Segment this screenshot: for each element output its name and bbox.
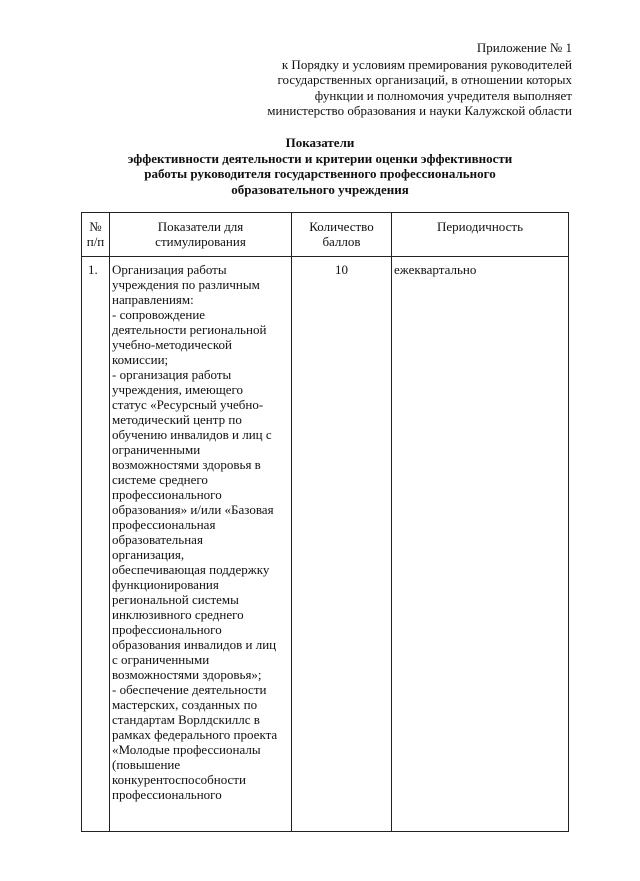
indicator-line: образовательная <box>112 532 203 547</box>
indicator-line: Организация работы <box>112 262 227 277</box>
indicator-line: рамках федерального проекта <box>112 727 278 742</box>
table-border-bottom <box>81 831 569 832</box>
indicator-line: - организация работы <box>112 367 232 382</box>
indicator-line: профессионального <box>112 787 222 802</box>
indicator-line: мастерских, созданных по <box>112 697 258 712</box>
indicator-line: стандартам Ворлдскиллс в <box>112 712 260 727</box>
indicator-line: «Молодые профессионалы <box>112 742 261 757</box>
indicator-line: учреждения по различным <box>112 277 260 292</box>
indicator-line: образования инвалидов и лиц <box>112 637 277 652</box>
indicator-line: образования» и/или «Базовая <box>112 502 274 517</box>
indicator-line: возможностями здоровья в <box>112 457 261 472</box>
appendix-line: к Порядку и условиям премирования руководителей <box>281 56 572 72</box>
indicator-line: - сопровождение <box>112 307 206 322</box>
header-period: Периодичность <box>436 219 523 234</box>
indicator-line: деятельности региональной <box>112 322 267 337</box>
appendix-header <box>242 40 572 119</box>
indicator-line: (повышение <box>112 757 181 772</box>
indicator-line: системе среднего <box>112 472 208 487</box>
document-title <box>100 135 540 197</box>
appendix-line: министерство образования и науки Калужской области <box>267 103 572 118</box>
column-divider <box>291 212 292 832</box>
appendix-line: функции и полномочия учредителя выполняет <box>314 87 572 103</box>
indicator-line: учебно-методической <box>112 337 232 352</box>
indicator-line: профессионального <box>112 622 222 637</box>
row-number: 1. <box>88 262 98 277</box>
indicator-line: возможностями здоровья»; <box>112 667 262 682</box>
indicators-table <box>81 212 569 832</box>
indicator-line: комиссии; <box>112 352 169 367</box>
appendix-number: Приложение № 1 <box>476 40 572 55</box>
indicator-line: методический центр по <box>112 412 242 427</box>
column-divider <box>391 212 392 832</box>
indicator-line: инклюзивного среднего <box>112 607 244 622</box>
header-divider <box>81 256 569 257</box>
title-line: Показатели <box>285 135 355 150</box>
column-divider <box>109 212 110 832</box>
indicator-line: ограниченными <box>112 442 201 457</box>
table-border-left <box>81 212 82 832</box>
indicator-line: функционирования <box>112 577 219 592</box>
table-border-right <box>568 212 569 832</box>
indicator-line: учреждения, имеющего <box>112 382 244 397</box>
indicator-line: конкурентоспособности <box>112 772 246 787</box>
row-indicator-text <box>112 262 290 802</box>
indicator-line: с ограниченными <box>112 652 210 667</box>
table-border-top <box>81 212 569 213</box>
header-num: № п/п <box>86 219 105 249</box>
title-line: работы руководителя государственного профессионального <box>144 166 496 181</box>
indicator-line: обеспечивающая поддержку <box>112 562 270 577</box>
indicator-line: направлениям: <box>112 292 194 307</box>
indicator-line: региональной системы <box>112 592 239 607</box>
indicator-line: организация, <box>112 547 185 562</box>
header-indicator: Показатели для стимулирования <box>155 219 246 249</box>
indicator-line: профессиональная <box>112 517 216 532</box>
row-period: ежеквартально <box>394 262 477 277</box>
appendix-line: государственных организаций, в отношении которых <box>277 72 572 87</box>
title-line: образовательного учреждения <box>231 181 409 197</box>
indicator-line: статус «Ресурсный учебно- <box>112 397 264 412</box>
indicator-line: профессионального <box>112 487 222 502</box>
row-points: 10 <box>335 262 348 277</box>
title-line: эффективности деятельности и критерии оценки эффективности <box>127 150 513 166</box>
indicator-line: - обеспечение деятельности <box>112 682 267 697</box>
indicator-line: обучению инвалидов и лиц с <box>112 427 272 442</box>
header-points: Количество баллов <box>309 219 374 249</box>
